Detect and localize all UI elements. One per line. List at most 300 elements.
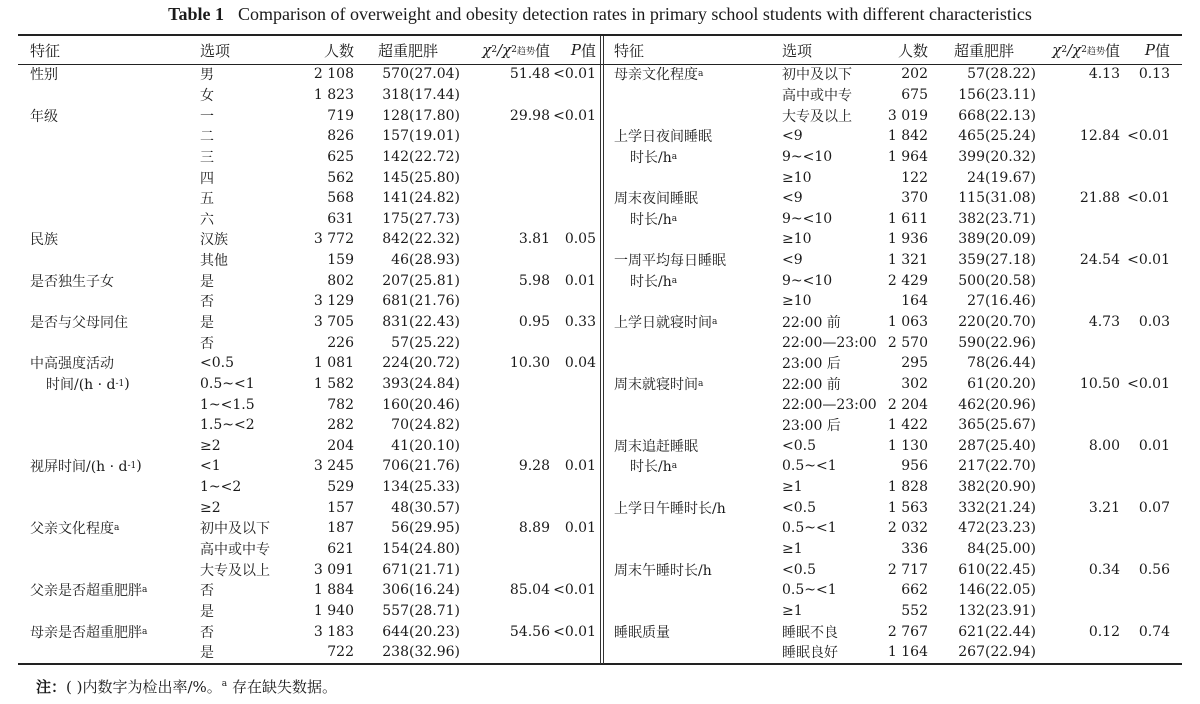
table-row [604, 147, 1182, 168]
cell-feature: 父亲文化程度 a [30, 521, 120, 538]
cell-chi-square [1024, 105, 1120, 126]
cell-p-value [556, 291, 596, 312]
cell-count: 782 [327, 396, 354, 413]
cell-chi-square [458, 477, 550, 498]
cell-overweight-rate: 500(20.58) [958, 272, 1036, 289]
table-row [18, 601, 600, 622]
cell-count: 282 [327, 417, 354, 434]
cell-feature: 是否独生子女 [30, 273, 114, 290]
cell-count: 157 [327, 499, 354, 516]
cell-p-value [556, 477, 596, 498]
cell-count: 336 [901, 541, 928, 558]
cell-overweight-rate: 156(23.11) [958, 86, 1036, 103]
cell-overweight-rate: 142(22.72) [382, 148, 460, 165]
table-row [18, 188, 600, 209]
cell-chi-square [1024, 642, 1120, 663]
cell-option: ≥2 [200, 437, 221, 454]
cell-p-value: <0.01 [1127, 190, 1170, 207]
header-chi-square: χ 2 /χ 2 趋势 值 [1052, 41, 1120, 60]
cell-chi-square: 10.50 [1079, 375, 1120, 392]
cell-chi-square [1024, 332, 1120, 353]
cell-count: 625 [327, 148, 354, 165]
table-row [604, 642, 1182, 663]
cell-p-value [556, 559, 596, 580]
cell-option: 大专及以上 [200, 562, 270, 579]
left-table-panel [18, 36, 600, 663]
cell-count: 3 705 [313, 314, 354, 330]
header-count: 人数 [323, 41, 354, 60]
cell-option: 一 [200, 108, 214, 125]
cell-count: 1 081 [313, 355, 354, 372]
cell-count: 662 [901, 582, 928, 599]
cell-option: ≥10 [782, 293, 812, 310]
table-footnote [36, 676, 337, 697]
cell-p-value: <0.01 [1127, 252, 1170, 269]
cell-overweight-rate: 175(27.73) [382, 210, 460, 227]
cell-option: ≥10 [782, 231, 812, 248]
cell-count: 631 [327, 210, 354, 227]
table-row [18, 291, 600, 312]
cell-chi-square: 3.21 [1088, 499, 1120, 516]
cell-feature: 时长/h a [630, 211, 678, 228]
cell-p-value: 0.05 [564, 231, 596, 248]
cell-option: 22:00 前 [782, 376, 841, 393]
table-row [604, 85, 1182, 106]
header-overweight: 超重肥胖 [377, 41, 438, 60]
cell-option: 二 [200, 129, 214, 146]
cell-chi-square [458, 559, 550, 580]
cell-chi-square [458, 147, 550, 168]
cell-count: 159 [327, 252, 354, 269]
cell-option: 高中或中专 [782, 87, 852, 104]
cell-count: 568 [327, 190, 354, 207]
table-row [18, 374, 600, 395]
cell-option: 9~<10 [782, 272, 833, 289]
cell-option: <0.5 [782, 499, 816, 516]
cell-overweight-rate: 46(28.93) [391, 252, 460, 269]
cell-p-value [1130, 580, 1170, 601]
table-row [604, 497, 1182, 518]
cell-count: 302 [901, 375, 928, 392]
cell-option: 0.5~<1 [782, 582, 837, 599]
cell-p-value [556, 147, 596, 168]
cell-feature: 周末追赶睡眠 [614, 438, 698, 455]
table-row [18, 105, 600, 126]
cell-feature: 周末午睡时长/h [614, 562, 712, 579]
cell-option: 9~<10 [782, 210, 833, 227]
header-option: 选项 [782, 41, 813, 60]
table-row [604, 477, 1182, 498]
cell-p-value [1130, 85, 1170, 106]
cell-chi-square [458, 250, 550, 271]
cell-count: 2 767 [887, 623, 928, 640]
cell-overweight-rate: 590(22.96) [958, 334, 1036, 351]
cell-p-value [556, 332, 596, 353]
cell-count: 722 [327, 644, 354, 661]
cell-overweight-rate: 621(22.44) [958, 623, 1036, 640]
cell-p-value [1130, 539, 1170, 560]
cell-chi-square: 3.81 [518, 231, 550, 248]
cell-overweight-rate: 842(22.32) [382, 231, 460, 248]
cell-overweight-rate: 668(22.13) [958, 107, 1036, 124]
cell-p-value [556, 167, 596, 188]
table-row [18, 208, 600, 229]
header-p-value: P 值 [1144, 41, 1170, 60]
table-row [18, 642, 600, 663]
table-row [604, 415, 1182, 436]
cell-feature: 睡眠质量 [614, 624, 670, 641]
cell-overweight-rate: 141(24.82) [382, 190, 460, 207]
cell-overweight-rate: 318(17.44) [382, 86, 460, 103]
cell-option: <0.5 [200, 355, 234, 372]
cell-p-value [1130, 270, 1170, 291]
header-p-value: P 值 [570, 41, 596, 60]
cell-overweight-rate: 382(23.71) [958, 210, 1036, 227]
cell-chi-square: 5.98 [518, 272, 550, 289]
table-caption [0, 4, 1200, 25]
cell-count: 1 321 [887, 252, 928, 269]
cell-feature: 民族 [30, 232, 58, 249]
cell-count: 1 936 [887, 231, 928, 248]
cell-chi-square [458, 394, 550, 415]
table-row [604, 332, 1182, 353]
table-row [604, 394, 1182, 415]
cell-feature: 周末就寝时间 a [614, 376, 704, 393]
cell-p-value [556, 601, 596, 622]
cell-p-value [556, 85, 596, 106]
cell-count: 370 [901, 190, 928, 207]
cell-overweight-rate: 465(25.24) [958, 128, 1036, 145]
table-title: Comparison of overweight and obesity detection rates in primary school students with different characteristics [237, 4, 1032, 24]
cell-feature: 性别 [30, 67, 58, 84]
cell-option: ≥2 [200, 499, 221, 516]
cell-chi-square: 21.88 [1079, 190, 1120, 207]
cell-overweight-rate: 128(17.80) [382, 107, 460, 124]
table-row [604, 208, 1182, 229]
cell-count: 295 [901, 355, 928, 372]
cell-overweight-rate: 610(22.45) [958, 561, 1036, 578]
cell-option: 五 [200, 191, 214, 208]
cell-chi-square [1024, 477, 1120, 498]
cell-option: <0.5 [782, 437, 816, 454]
cell-p-value: 0.74 [1138, 623, 1170, 640]
cell-option: 22:00 前 [782, 315, 841, 331]
cell-option: 是 [200, 315, 214, 331]
cell-option: 初中及以下 [200, 521, 270, 538]
header-chi-square: χ 2 /χ 2 趋势 值 [482, 41, 550, 60]
cell-chi-square [458, 374, 550, 395]
table-row [18, 394, 600, 415]
cell-count: 226 [327, 334, 354, 351]
cell-p-value [556, 126, 596, 147]
cell-feature: 中高强度活动 [30, 356, 114, 373]
cell-option: 否 [200, 583, 214, 600]
cell-count: 1 582 [313, 375, 354, 392]
cell-chi-square [458, 415, 550, 436]
table-label: Table 1 [168, 4, 224, 24]
cell-count: 562 [327, 169, 354, 186]
table-row [18, 229, 600, 250]
cell-option: 汉族 [200, 232, 228, 249]
cell-count: 802 [327, 272, 354, 289]
cell-overweight-rate: 207(25.81) [382, 272, 460, 289]
cell-option: 1~<2 [200, 479, 242, 496]
cell-p-value: <0.01 [1127, 128, 1170, 145]
cell-p-value [1130, 105, 1170, 126]
cell-overweight-rate: 359(27.18) [958, 252, 1036, 269]
cell-p-value: 0.03 [1138, 314, 1170, 330]
cell-overweight-rate: 154(24.80) [382, 541, 460, 558]
cell-count: 675 [901, 86, 928, 103]
cell-chi-square [458, 126, 550, 147]
cell-chi-square [458, 188, 550, 209]
cell-p-value [1130, 456, 1170, 477]
cell-chi-square [458, 601, 550, 622]
cell-chi-square [458, 436, 550, 457]
table-row [18, 353, 600, 374]
cell-chi-square [458, 85, 550, 106]
cell-overweight-rate: 57(25.22) [391, 334, 460, 351]
cell-feature: 上学日午睡时长/h [614, 500, 726, 517]
cell-option: 0.5~<1 [200, 375, 255, 392]
cell-p-value [1130, 332, 1170, 353]
cell-chi-square: 24.54 [1079, 252, 1120, 269]
cell-chi-square: 4.13 [1088, 66, 1120, 83]
cell-option: 四 [200, 170, 214, 187]
cell-p-value: <0.01 [553, 66, 596, 83]
table-row [604, 353, 1182, 374]
cell-overweight-rate: 389(20.09) [958, 231, 1036, 248]
table-header-row [18, 36, 600, 64]
table-row [18, 539, 600, 560]
cell-chi-square [458, 497, 550, 518]
cell-chi-square [1024, 415, 1120, 436]
cell-feature: 时间/(h · d -1 ) [46, 375, 130, 393]
cell-count: 2 570 [887, 334, 928, 351]
cell-chi-square [1024, 456, 1120, 477]
cell-count: 1 130 [887, 437, 928, 454]
cell-overweight-rate: 399(20.32) [958, 148, 1036, 165]
cell-count: 1 611 [887, 210, 928, 227]
table-row [18, 85, 600, 106]
cell-count: 2 204 [887, 396, 928, 413]
cell-p-value [556, 539, 596, 560]
cell-option: 大专及以上 [782, 108, 852, 125]
cell-overweight-rate: 48(30.57) [391, 499, 460, 516]
cell-option: 22:00—23:00 [782, 396, 877, 413]
cell-overweight-rate: 70(24.82) [391, 417, 460, 434]
cell-count: 202 [901, 66, 928, 83]
cell-overweight-rate: 132(23.91) [958, 602, 1036, 619]
cell-overweight-rate: 472(23.23) [958, 520, 1036, 537]
cell-chi-square: 9.28 [518, 458, 550, 475]
table-row [18, 167, 600, 188]
table-row [604, 312, 1182, 333]
cell-option: 六 [200, 211, 214, 228]
cell-option: 三 [200, 149, 214, 166]
cell-p-value: 0.56 [1138, 561, 1170, 578]
cell-overweight-rate: 78(26.44) [967, 355, 1036, 372]
table-row [604, 229, 1182, 250]
cell-p-value [1130, 415, 1170, 436]
cell-p-value [556, 374, 596, 395]
table-row [18, 147, 600, 168]
table-row [604, 374, 1182, 395]
table-row [604, 539, 1182, 560]
cell-overweight-rate: 557(28.71) [382, 602, 460, 619]
cell-chi-square [458, 332, 550, 353]
cell-option: 0.5~<1 [782, 458, 837, 475]
table-row [18, 477, 600, 498]
table-row [604, 270, 1182, 291]
table-row [18, 270, 600, 291]
cell-chi-square: 8.89 [518, 520, 550, 537]
table-row [604, 126, 1182, 147]
header-count: 人数 [897, 41, 928, 60]
cell-count: 826 [327, 128, 354, 145]
cell-chi-square: 29.98 [509, 107, 550, 124]
cell-count: 3 019 [887, 107, 928, 124]
cell-count: 3 091 [313, 561, 354, 578]
cell-option: 否 [200, 624, 214, 641]
table-row [18, 126, 600, 147]
cell-p-value [556, 415, 596, 436]
cell-option: <9 [782, 190, 803, 207]
table-row [604, 456, 1182, 477]
cell-chi-square [1024, 394, 1120, 415]
cell-count: 552 [901, 602, 928, 619]
cell-overweight-rate: 706(21.76) [382, 458, 460, 475]
cell-count: 187 [327, 520, 354, 537]
cell-feature: 时长/h a [630, 149, 678, 166]
table-row [604, 167, 1182, 188]
cell-chi-square [458, 539, 550, 560]
cell-chi-square: 12.84 [1079, 128, 1120, 145]
cell-chi-square [1024, 518, 1120, 539]
cell-overweight-rate: 115(31.08) [958, 190, 1036, 207]
table-row [18, 518, 600, 539]
cell-option: 1~<1.5 [200, 396, 255, 413]
cell-option: 否 [200, 335, 214, 352]
cell-chi-square [458, 642, 550, 663]
cell-overweight-rate: 61(20.20) [967, 375, 1036, 392]
cell-option: 22:00—23:00 [782, 334, 877, 351]
cell-overweight-rate: 831(22.43) [382, 314, 460, 330]
cell-p-value [556, 497, 596, 518]
cell-p-value: 0.01 [1138, 437, 1170, 454]
cell-p-value: 0.07 [1138, 499, 1170, 516]
cell-chi-square [458, 167, 550, 188]
cell-count: 1 940 [313, 602, 354, 619]
cell-chi-square [1024, 85, 1120, 106]
cell-feature: 视屏时间/(h · d -1 ) [30, 458, 142, 476]
cell-overweight-rate: 220(20.70) [958, 314, 1036, 330]
cell-p-value [1130, 291, 1170, 312]
cell-p-value: <0.01 [553, 582, 596, 599]
cell-count: 621 [327, 541, 354, 558]
cell-option: <1 [200, 458, 221, 475]
cell-p-value [556, 250, 596, 271]
cell-p-value [1130, 518, 1170, 539]
cell-count: 529 [327, 479, 354, 496]
cell-count: 122 [901, 169, 928, 186]
cell-count: 3 772 [313, 231, 354, 248]
cell-count: 1 823 [313, 86, 354, 103]
cell-overweight-rate: 393(24.84) [382, 375, 460, 392]
cell-count: 3 245 [313, 458, 354, 475]
cell-option: 初中及以下 [782, 67, 852, 84]
table-row [604, 580, 1182, 601]
cell-p-value [1130, 601, 1170, 622]
cell-feature: 一周平均每日睡眠 [614, 253, 726, 270]
table-row [18, 312, 600, 333]
cell-p-value [1130, 394, 1170, 415]
cell-option: 其他 [200, 253, 228, 270]
cell-count: 3 129 [313, 293, 354, 310]
cell-feature: 时长/h a [630, 273, 678, 290]
cell-option: ≥10 [782, 169, 812, 186]
table-row [18, 456, 600, 477]
cell-p-value: 0.01 [564, 458, 596, 475]
cell-overweight-rate: 224(20.72) [382, 355, 460, 372]
cell-option: 9~<10 [782, 148, 833, 165]
table-row [604, 64, 1182, 85]
cell-count: 719 [327, 107, 354, 124]
table-row [604, 601, 1182, 622]
cell-feature: 母亲文化程度 a [614, 67, 704, 84]
footnote-sup: a [221, 679, 228, 689]
cell-overweight-rate: 157(19.01) [382, 128, 460, 145]
cell-p-value [1130, 477, 1170, 498]
cell-option: 是 [200, 603, 214, 620]
footnote-label: 注： [36, 678, 67, 696]
cell-p-value [1130, 642, 1170, 663]
cell-overweight-rate: 24(19.67) [967, 169, 1036, 186]
cell-option: 高中或中专 [200, 542, 270, 559]
cell-count: 1 164 [887, 644, 928, 661]
table-row [604, 621, 1182, 642]
cell-count: 1 563 [887, 499, 928, 516]
cell-p-value [1130, 229, 1170, 250]
cell-option: 女 [200, 87, 214, 104]
header-feature: 特征 [614, 41, 645, 60]
table-header-row [604, 36, 1182, 64]
cell-overweight-rate: 462(20.96) [958, 396, 1036, 413]
cell-chi-square [458, 291, 550, 312]
cell-p-value [556, 436, 596, 457]
cell-overweight-rate: 84(25.00) [967, 541, 1036, 558]
table-row [604, 250, 1182, 271]
table-row [604, 436, 1182, 457]
cell-p-value [556, 188, 596, 209]
cell-overweight-rate: 217(22.70) [958, 458, 1036, 475]
cell-feature: 年级 [30, 108, 58, 125]
cell-feature: 父亲是否超重肥胖 a [30, 583, 148, 600]
cell-p-value: <0.01 [553, 623, 596, 640]
header-overweight: 超重肥胖 [953, 41, 1014, 60]
cell-overweight-rate: 332(21.24) [958, 499, 1036, 516]
table-row [604, 559, 1182, 580]
table-row [18, 250, 600, 271]
cell-chi-square [1024, 167, 1120, 188]
cell-count: 2 108 [313, 66, 354, 83]
table-row [18, 415, 600, 436]
cell-count: 1 828 [887, 479, 928, 496]
cell-p-value: 0.01 [564, 520, 596, 537]
cell-overweight-rate: 267(22.94) [958, 644, 1036, 661]
header-feature: 特征 [30, 41, 61, 60]
cell-chi-square: 85.04 [509, 582, 550, 599]
